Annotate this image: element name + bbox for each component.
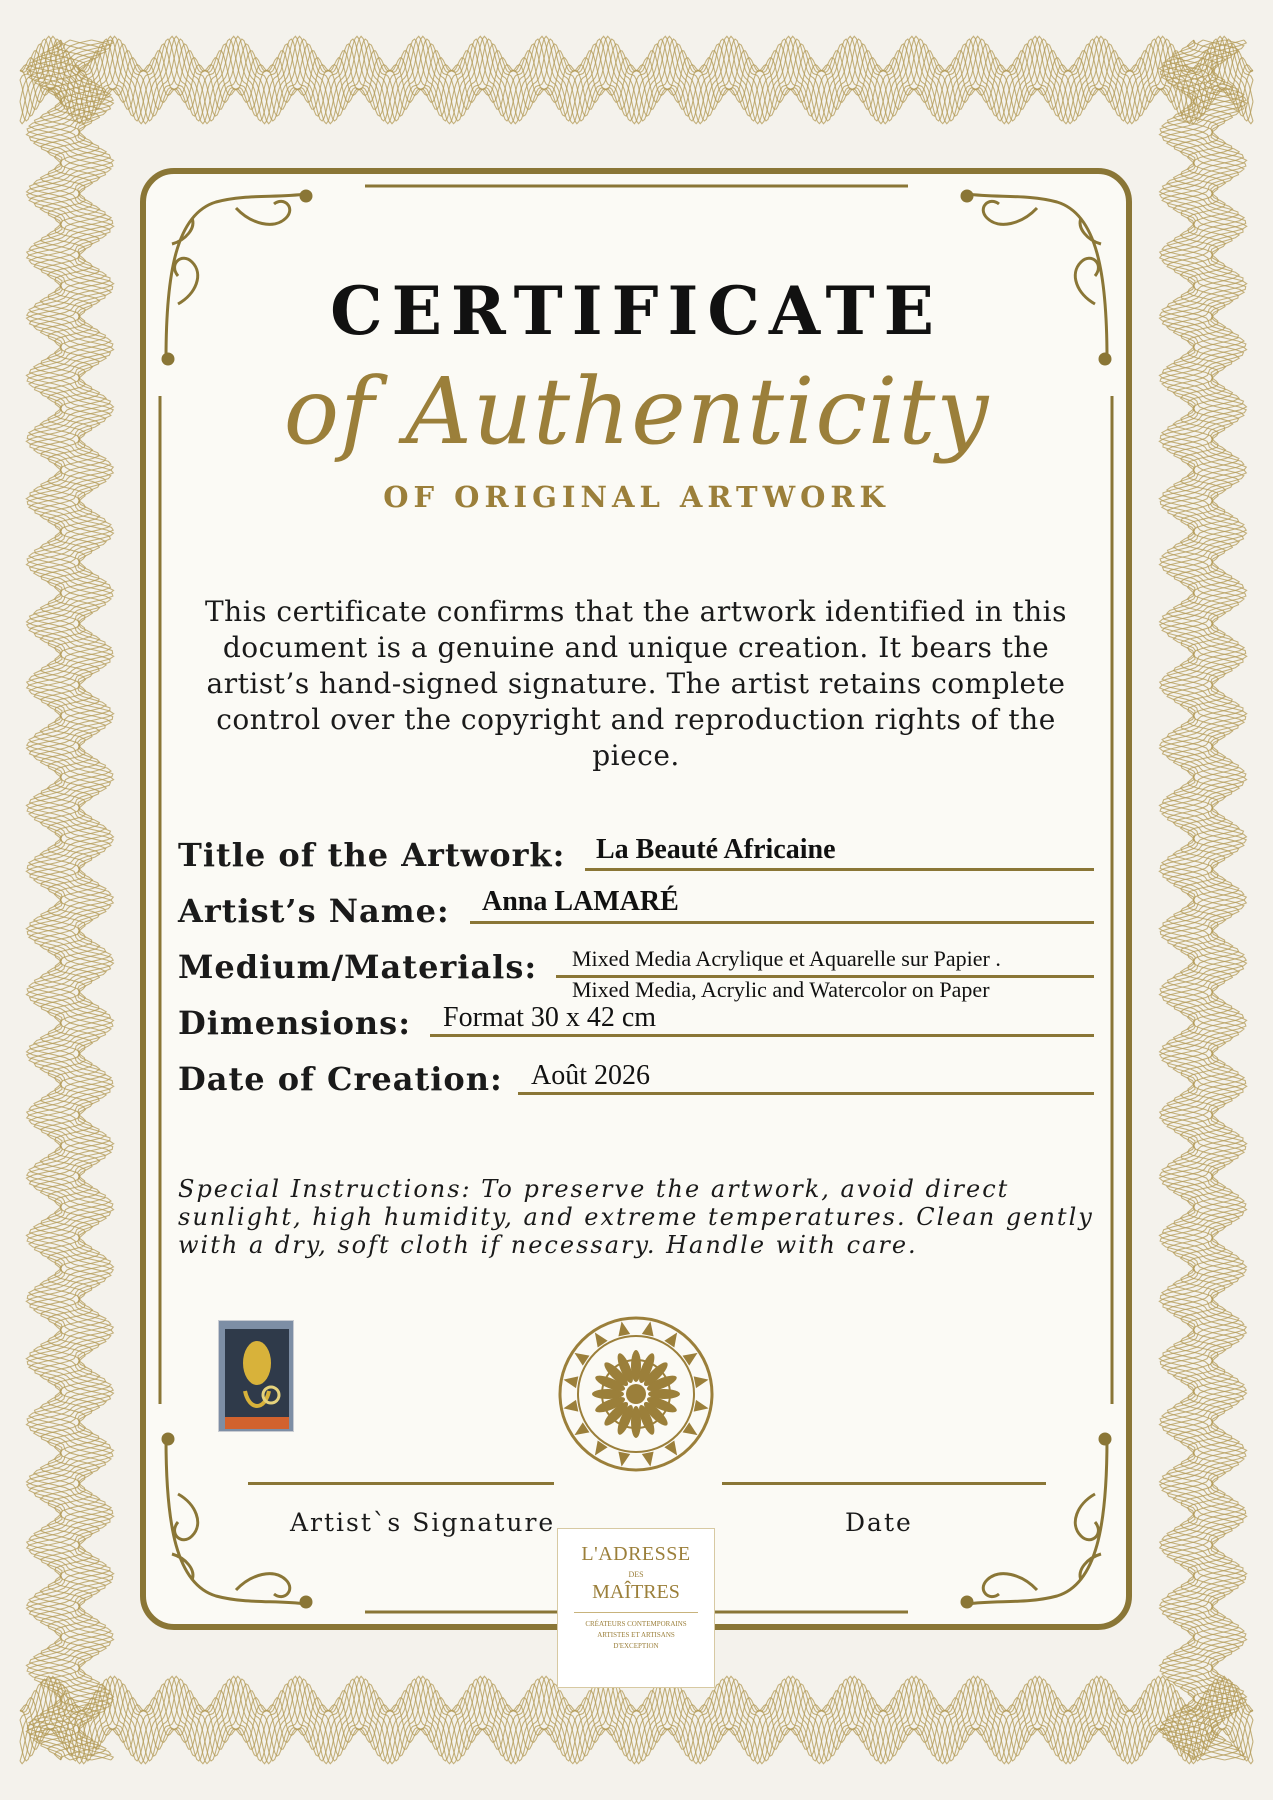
field-line-title	[585, 868, 1094, 871]
date-line	[722, 1482, 1046, 1485]
field-value-medium-en: Mixed Media, Acrylic and Watercolor on Paper	[572, 977, 990, 1002]
field-value-dimensions: Format 30 x 42 cm	[443, 1002, 657, 1033]
field-line-date	[518, 1092, 1094, 1095]
mandala-seal-icon	[556, 1314, 716, 1474]
flourish-corner-icon	[927, 1424, 1117, 1614]
intro-paragraph: This certificate confirms that the artwork identified in this document is a genuine and unique creation. It bears the artist’s hand-signed signature. The artist retains complete control over the copyright and reproduction rights of the piece.	[205, 595, 1067, 772]
logo-line-1: L'ADRESSE	[581, 1543, 691, 1565]
certificate-title: CERTIFICATE	[330, 272, 943, 350]
field-line-dimensions	[430, 1034, 1094, 1037]
signature-line	[248, 1482, 554, 1485]
logo-line-6: D'EXCEPTION	[613, 1642, 659, 1650]
special-instructions: Special Instructions: To preserve the artwork, avoid direct sunlight, high humidity, and extreme temperatures. Clean gently with a dry, soft cloth if necessary. Handle with care.	[178, 1175, 1094, 1259]
field-label-medium: Medium/Materials:	[178, 948, 538, 986]
certificate-subtitle: OF ORIGINAL ARTWORK	[383, 480, 890, 514]
field-label-date: Date of Creation:	[178, 1060, 503, 1098]
logo-line-2: DES	[628, 1570, 644, 1579]
logo-line-3: MAÎTRES	[592, 1581, 680, 1603]
field-value-artist: Anna LAMARÉ	[482, 886, 679, 917]
field-value-medium-fr: Mixed Media Acrylique et Aquarelle sur Papier .	[572, 946, 1001, 971]
field-label-dimensions: Dimensions:	[178, 1004, 411, 1042]
field-line-artist	[470, 921, 1094, 924]
date-label: Date	[845, 1508, 913, 1537]
certificate-script-title: of Authenticity	[283, 358, 990, 465]
signature-label: Artist`s Signature	[290, 1508, 556, 1537]
logo-rule	[574, 1612, 698, 1613]
logo-line-5: ARTISTES ET ARTISANS	[597, 1631, 675, 1639]
field-label-artist: Artist’s Name:	[178, 892, 450, 930]
artwork-thumbnail	[218, 1320, 294, 1432]
logo-line-4: CRÉATEURS CONTEMPORAINS	[585, 1620, 687, 1628]
brand-logo	[557, 1528, 715, 1688]
field-label-title: Title of the Artwork:	[178, 836, 566, 874]
field-value-title: La Beauté Africaine	[596, 834, 836, 865]
field-value-date: Août 2026	[531, 1060, 650, 1091]
